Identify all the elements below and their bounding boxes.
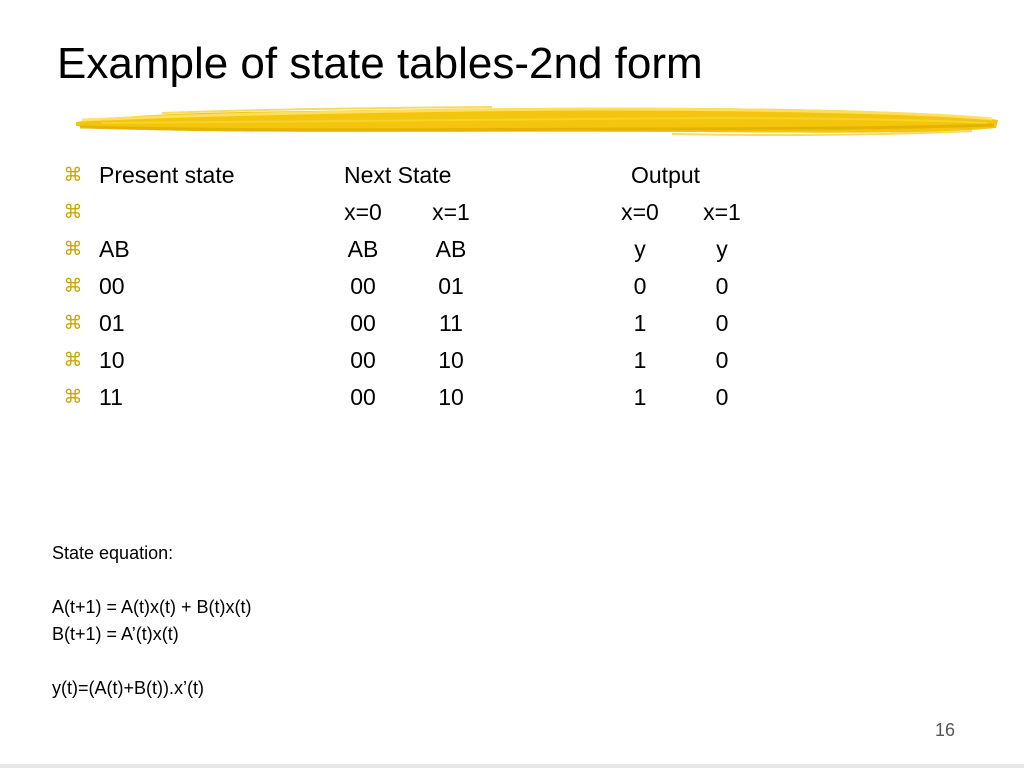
cell-present: 01	[99, 310, 125, 336]
table-row	[0, 379, 1024, 416]
subheader-next-x0: x=0	[344, 199, 382, 225]
table-subheader-row	[0, 194, 1024, 231]
cell-next-x0: 00	[350, 273, 376, 299]
table-variable-row	[0, 231, 1024, 268]
slide-title: Example of state tables-2nd form	[57, 39, 703, 88]
table-row	[0, 342, 1024, 379]
equation-y: y(t)=(A(t)+B(t)).x’(t)	[52, 678, 204, 698]
equation-a: A(t+1) = A(t)x(t) + B(t)x(t)	[52, 597, 252, 617]
equation-b: B(t+1) = A’(t)x(t)	[52, 624, 179, 644]
cell-present: 10	[99, 347, 125, 373]
command-key-icon: ⌘	[63, 312, 83, 334]
cell-present: 00	[99, 273, 125, 299]
cell-out-x1: 0	[715, 347, 729, 373]
table-row	[0, 305, 1024, 342]
variable-next-x0: AB	[347, 236, 379, 262]
state-equations	[52, 540, 252, 702]
table-row	[0, 268, 1024, 305]
cell-next-x0: 00	[350, 310, 376, 336]
table-header-row	[0, 157, 1024, 194]
variable-next-x1: AB	[435, 236, 467, 262]
cell-next-x1: 10	[438, 347, 464, 373]
header-next-state: Next State	[344, 162, 452, 188]
cell-out-x0: 1	[633, 310, 647, 336]
command-key-icon: ⌘	[63, 238, 83, 260]
cell-next-x0: 00	[350, 384, 376, 410]
equations-spacer	[52, 567, 252, 594]
cell-out-x1: 0	[715, 310, 729, 336]
cell-out-x0: 1	[633, 384, 647, 410]
equations-label: State equation:	[52, 543, 174, 563]
title-highlight-stroke	[72, 100, 1002, 144]
variable-out-x0: y	[634, 236, 646, 262]
cell-next-x1: 10	[438, 384, 464, 410]
cell-next-x0: 00	[350, 347, 376, 373]
cell-out-x1: 0	[715, 384, 729, 410]
cell-present: 11	[99, 384, 123, 410]
header-output: Output	[631, 162, 701, 188]
state-table	[0, 157, 1024, 416]
command-key-icon: ⌘	[63, 349, 83, 371]
command-key-icon: ⌘	[63, 386, 83, 408]
variable-out-x1: y	[716, 236, 728, 262]
command-key-icon: ⌘	[63, 201, 83, 223]
subheader-out-x0: x=0	[621, 199, 659, 225]
bottom-divider	[0, 764, 1024, 768]
variable-present: AB	[99, 236, 130, 262]
subheader-next-x1: x=1	[432, 199, 470, 225]
cell-out-x0: 1	[633, 347, 647, 373]
cell-next-x1: 01	[438, 273, 464, 299]
command-key-icon: ⌘	[63, 275, 83, 297]
page-number: 16	[935, 720, 956, 740]
cell-out-x0: 0	[633, 273, 647, 299]
cell-out-x1: 0	[715, 273, 729, 299]
equations-spacer	[52, 648, 252, 675]
header-present-state: Present state	[99, 162, 235, 188]
command-key-icon: ⌘	[63, 164, 83, 186]
subheader-out-x1: x=1	[703, 199, 741, 225]
cell-next-x1: 11	[439, 310, 463, 336]
